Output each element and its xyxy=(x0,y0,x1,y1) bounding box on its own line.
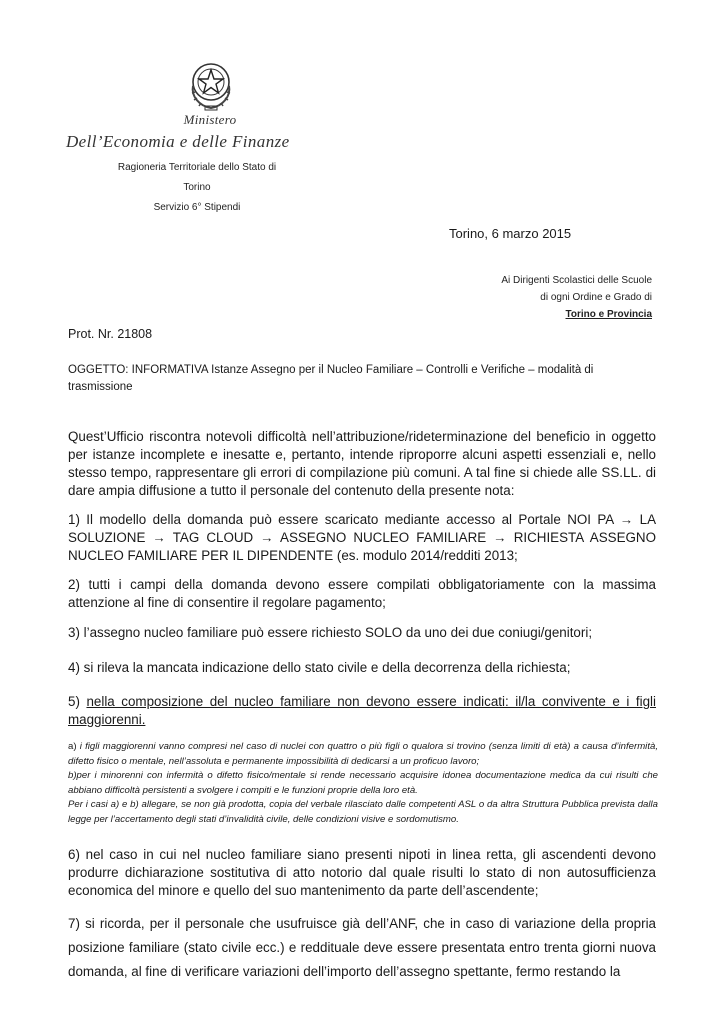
office-line3: Servizio 6° Stipendi xyxy=(153,202,241,213)
ministry-name-line1: Ministero xyxy=(183,112,237,127)
document-date: Torino, 6 marzo 2015 xyxy=(449,226,572,241)
ministry-name-line2: Dell’Economia e delle Finanze xyxy=(66,132,290,151)
subject-line: OGGETTO: INFORMATIVA Istanze Assegno per il Nucleo Familiare – Controlli e Verifiche – modalità di trasmissione xyxy=(68,364,594,393)
note-a xyxy=(68,740,658,769)
italian-republic-emblem-icon xyxy=(185,56,237,112)
item-1: 1) Il modello della domanda può essere scaricato mediante accesso al Portale NOI PA → LA SOLUZIONE → TAG CLOUD → ASSEGNO NUCLEO FAMILIARE → RICHIESTA ASSEGNO NUCLEO FAMILIARE PER IL DIPENDENTE (es. modulo 2014/redditi 2013; xyxy=(68,512,656,563)
note-a-lead: a) xyxy=(68,741,80,752)
note-a-text: i figli maggiorenni vanno compresi nel caso di nuclei con quattro o più figli o qualora si trovino (senza limiti di età) a causa d’infermità, difetto fisico o mentale, nell’assoluta e permanente impossibilità di dedicarsi a un proficuo lavoro; xyxy=(68,741,658,767)
office-line1: Ragioneria Territoriale dello Stato di xyxy=(117,162,277,173)
recipients-line2: di ogni Ordine e Grado di xyxy=(540,292,652,303)
office-line2: Torino xyxy=(183,182,211,193)
item-5 xyxy=(68,693,656,729)
protocol-number: Prot. Nr. 21808 xyxy=(68,327,153,341)
recipients-line3: Torino e Provincia xyxy=(565,309,652,320)
item-5-prefix: 5) xyxy=(68,694,87,709)
item-3: 3) l’assegno nucleo familiare può essere richiesto SOLO da uno dei due coniugi/genitori; xyxy=(68,625,593,640)
notes-block xyxy=(68,740,658,827)
item-6: 6) nel caso in cui nel nucleo familiare siano presenti nipoti in linea retta, gli ascendenti devono produrre dichiarazione sostitutiva di atto notorio dal quale risulti lo stato di non autosufficienza economica del minore e quello del suo mantenimento da parte dell’ascendente; xyxy=(68,847,656,898)
note-b: b)per i minorenni con infermità o difetto fisico/mentale si rende necessario acquisire idonea documentazione medica da cui risulti che abbiano difficoltà persistenti a svolgere i compiti e le funzioni proprie della loro età. xyxy=(68,770,658,796)
item-2: 2) tutti i campi della domanda devono essere compilati obbligatoriamente con la massima attenzione al fine di consentire il regolare pagamento; xyxy=(68,577,656,610)
item-4: 4) si rileva la mancata indicazione dello stato civile e della decorrenza della richiesta; xyxy=(68,660,571,675)
recipients-block xyxy=(395,272,652,323)
recipients-line1: Ai Dirigenti Scolastici delle Scuole xyxy=(501,275,652,286)
office-block xyxy=(82,158,312,218)
intro-paragraph: Quest’Ufficio riscontra notevoli difficoltà nell’attribuzione/rideterminazione del beneficio in oggetto per istanze incomplete e inesatte e, pertanto, intende riproporre alcuni aspetti essenziali e, nello stesso tempo, rappresentare gli errori di compilazione più comuni. A tal fine si chiede alle SS.LL. di dare ampia diffusione a tutto il personale del contenuto della presente nota: xyxy=(68,429,656,498)
item-7: 7) si ricorda, per il personale che usufruisce già dell’ANF, che in caso di variazione della propria posizione familiare (stato civile ecc.) e reddituale deve essere presentata entro trenta giorni nuova domanda, al fine di verificare variazioni dell’importo dell’assegno spettante, fermo restando la xyxy=(68,916,656,979)
item-5-underlined: nella composizione del nucleo familiare non devono essere indicati: il/la convivente e i figli maggiorenni. xyxy=(68,694,656,727)
note-c: Per i casi a) e b) allegare, se non già prodotta, copia del verbale rilasciato dalle competenti ASL o da altra Struttura Pubblica prevista dalla legge per l’accertamento degli stati d’invalidità civile, delle condizioni visive e sordomutismo. xyxy=(68,799,658,825)
